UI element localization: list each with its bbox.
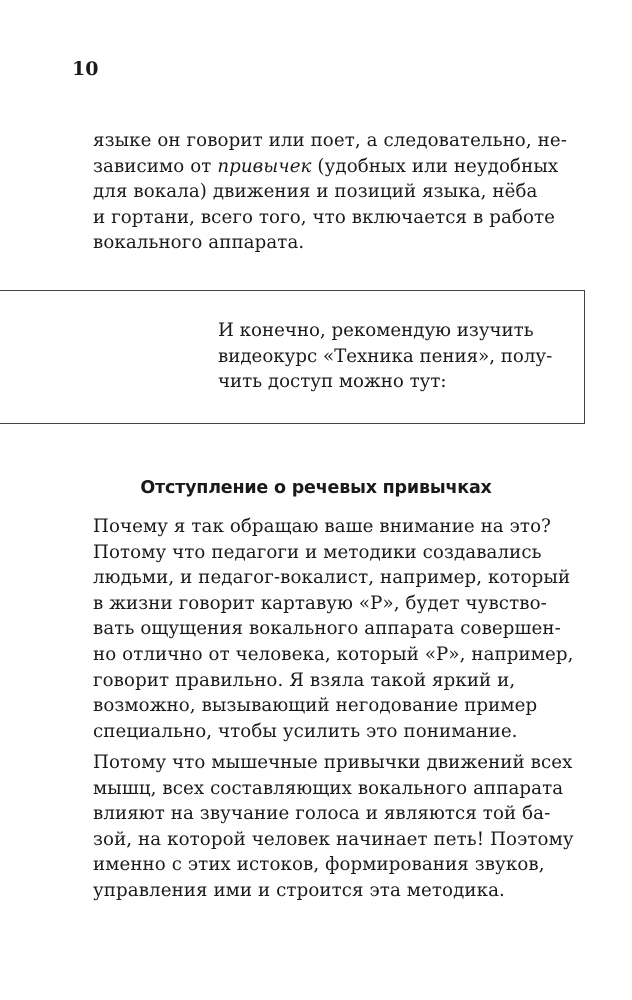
text-line: зависимо от привычек (удобных или неудобных [93, 155, 559, 177]
text-line: вокального аппарата. [93, 232, 305, 254]
text-line: вать ощущения вокального аппарата совершен- [93, 618, 561, 640]
text-line: языке он говорит или поет, а следовательно, не- [93, 130, 567, 151]
text-line: но отлично от человека, который «Р», например, [93, 643, 574, 665]
text-line: именно с этих истоков, формирования звуков, [93, 854, 545, 876]
text-line: Потому что мышечные привычки движений всех [93, 752, 573, 773]
text-line: людьми, и педагог-вокалист, например, который [93, 567, 571, 589]
text-line: влияют на звучание голоса и являются той ба- [93, 803, 551, 825]
text-line: зой, на которой человек начинает петь! Поэтому [93, 828, 574, 850]
section-heading: Отступление о речевых привычках [140, 478, 492, 498]
text-line: для вокала) движения и позиций языка, нёба [93, 181, 538, 203]
callout-line: И конечно, рекомендую изучить [218, 320, 534, 341]
text-line: Почему я так обращаю ваше внимание на это? [93, 516, 551, 537]
text-line: мышц, всех составляющих вокального аппарата [93, 777, 564, 799]
text-line: специально, чтобы усилить это понимание. [93, 720, 518, 742]
text-line: в жизни говорит картавую «Р», будет чувство- [93, 592, 547, 614]
text-line: Потому что педагоги и методики создавались [93, 541, 542, 563]
page-number: 10 [72, 58, 99, 80]
text-line: возможно, вызывающий негодование пример [93, 695, 538, 717]
text-line: говорит правильно. Я взяла такой яркий и, [93, 669, 516, 691]
callout-text [218, 318, 552, 395]
section-paragraph-2 [93, 750, 573, 904]
section-paragraph-1 [93, 514, 573, 744]
emphasis-word: привычек [217, 155, 312, 177]
callout-line: чить доступ можно тут: [218, 371, 447, 393]
text-line: и гортани, всего того, что включается в работе [93, 206, 556, 228]
callout-line: видеокурс «Техника пения», полу- [218, 345, 553, 367]
intro-paragraph [93, 128, 573, 256]
text-line: управления ими и строится эта методика. [93, 879, 505, 901]
